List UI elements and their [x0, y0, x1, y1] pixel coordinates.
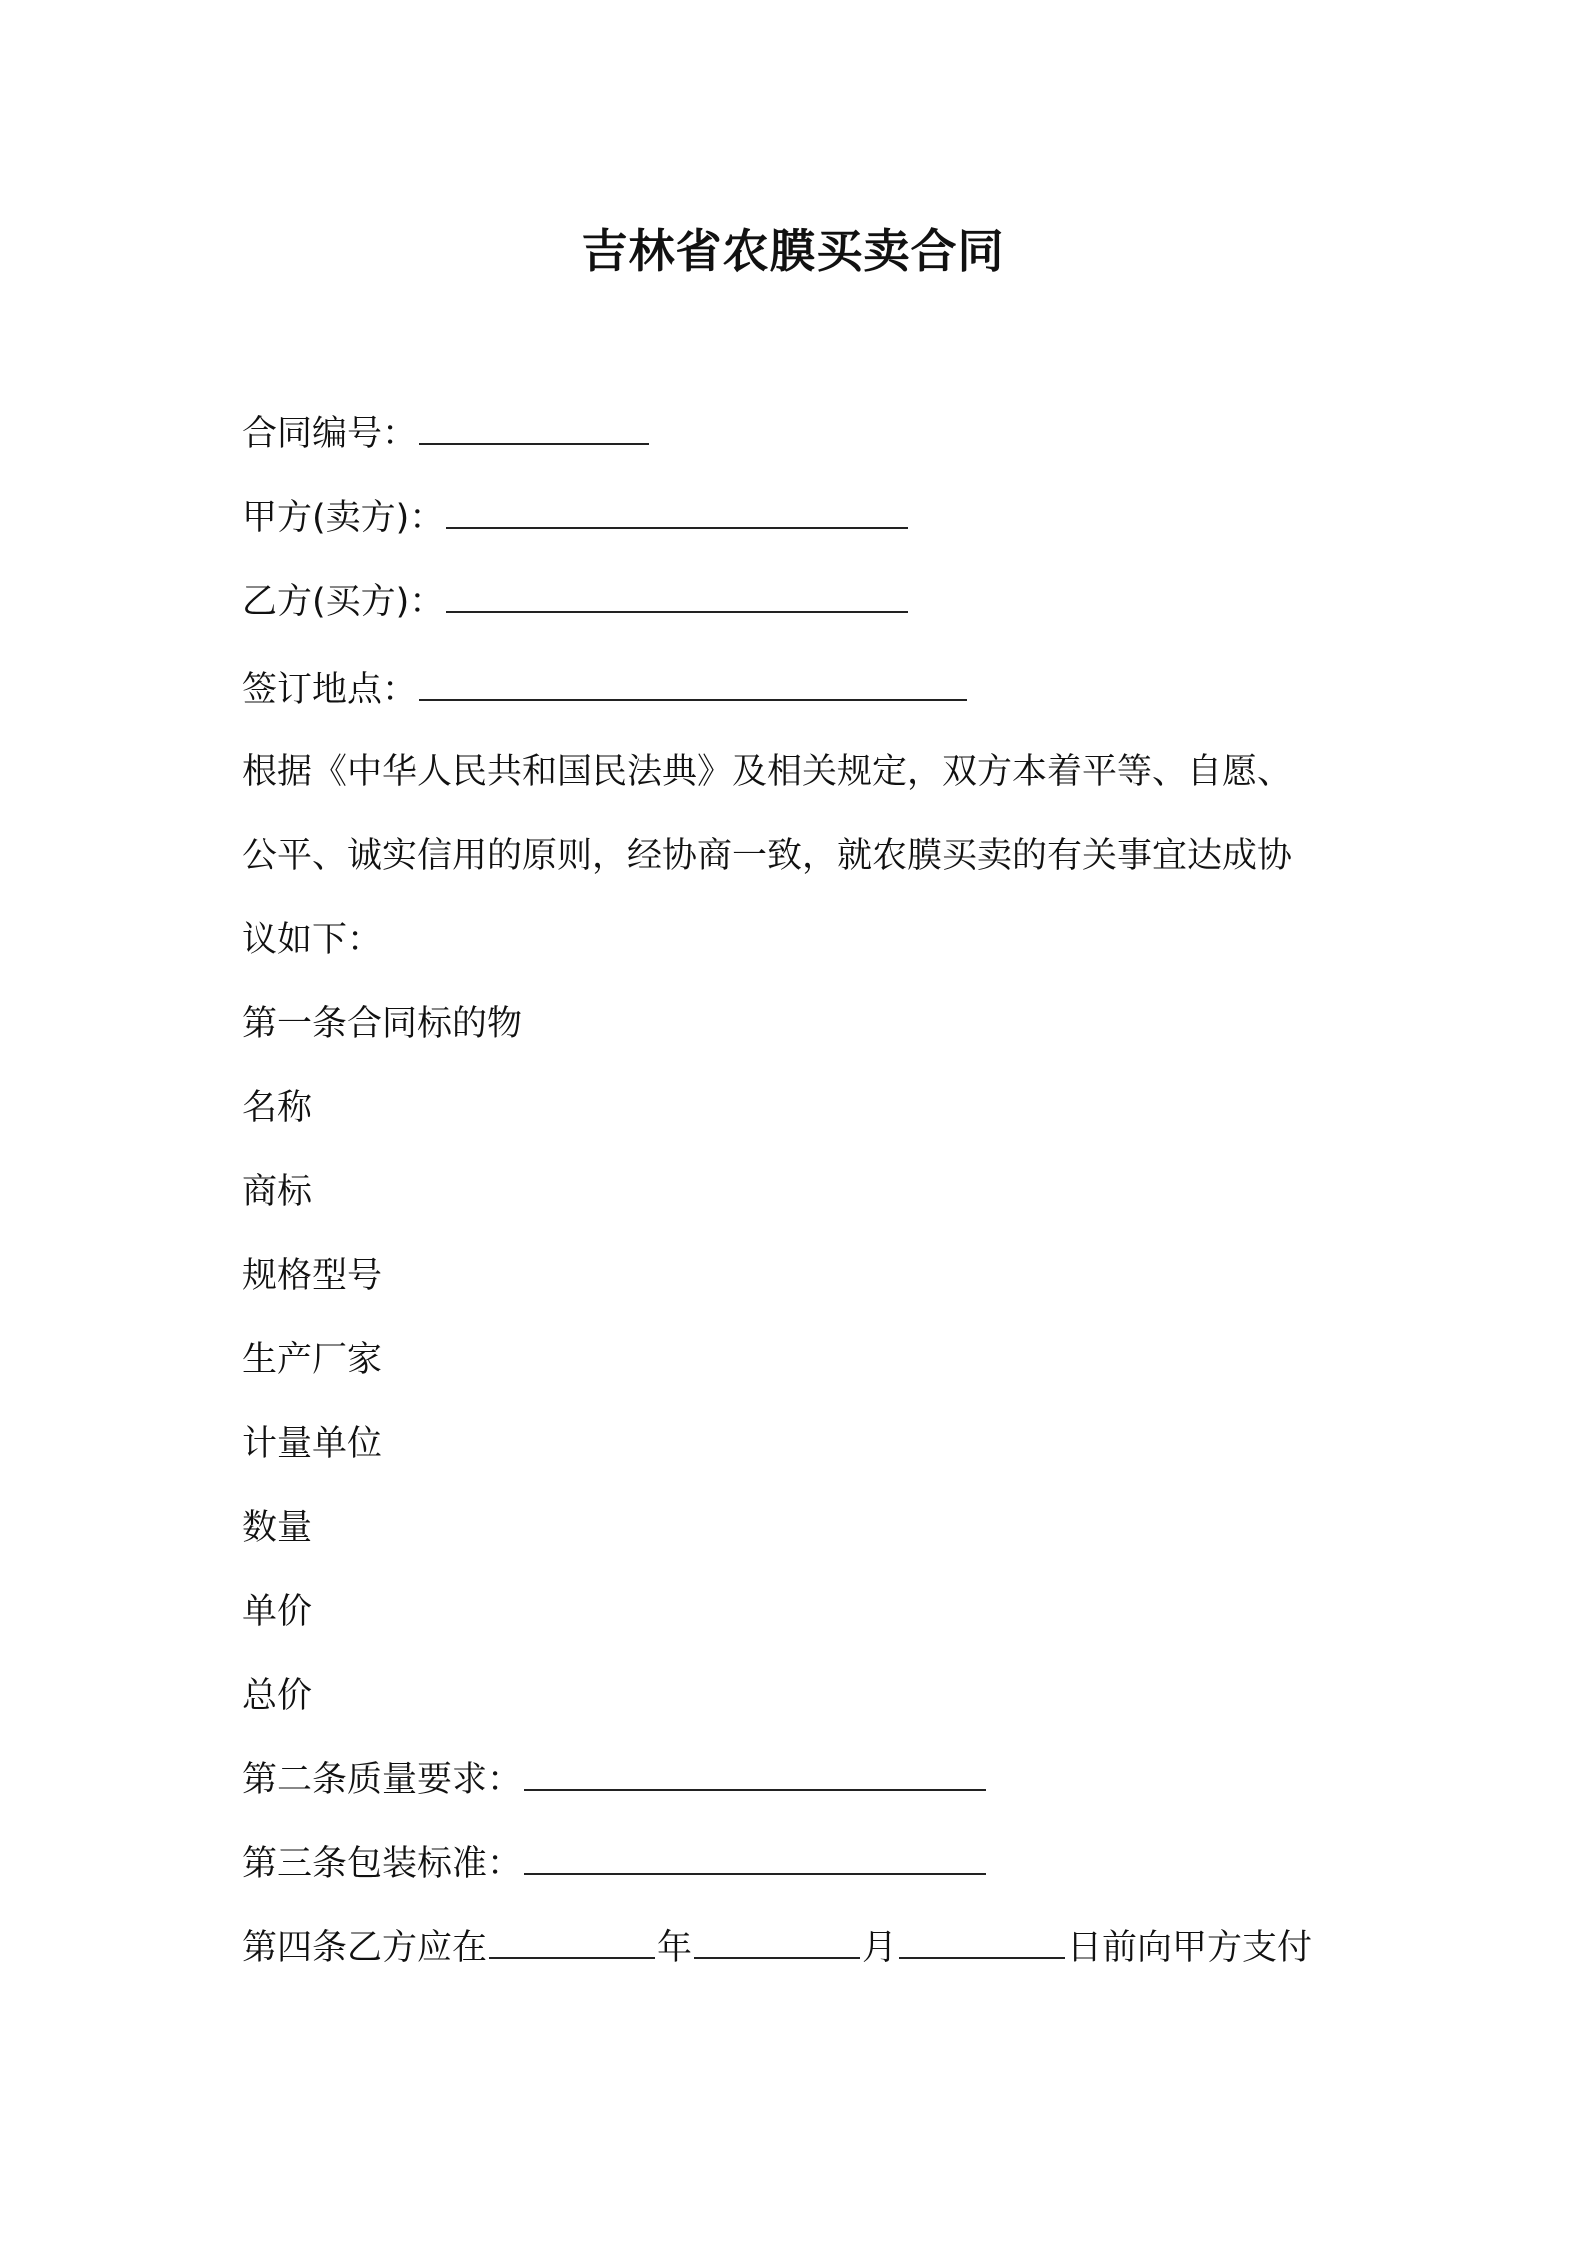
- party-b-line: [242, 580, 910, 624]
- sign-place-blank: [419, 695, 967, 701]
- article4-month-label: 月: [862, 1928, 898, 1968]
- article1-item-unit: 计量单位: [242, 1424, 383, 1464]
- document-title: 吉林省农膜买卖合同: [581, 224, 1005, 278]
- article1-item-manufacturer: 生产厂家: [242, 1340, 383, 1380]
- preamble-line-3: 议如下：: [242, 920, 383, 960]
- article1-item-spec: 规格型号: [242, 1256, 383, 1296]
- article3-blank: [524, 1869, 986, 1875]
- party-a-label: 甲方(卖方)：: [242, 498, 445, 538]
- preamble-line-2: 公平、诚实信用的原则，经协商一致，就农膜买卖的有关事宜达成协: [242, 836, 1293, 876]
- sign-place-label: 签订地点：: [242, 670, 418, 710]
- article1-heading: 第一条合同标的物: [242, 1004, 523, 1044]
- preamble-line-1: 根据《中华人民共和国民法典》及相关规定，双方本着平等、自愿、: [242, 752, 1293, 792]
- article4-prefix: 第四条乙方应在: [242, 1928, 488, 1968]
- party-a-line: [242, 496, 910, 540]
- article2-blank: [524, 1785, 986, 1791]
- party-a-blank: [446, 523, 908, 529]
- article4-day-blank: [899, 1953, 1065, 1959]
- article3-line: [242, 1842, 988, 1886]
- article3-label: 第三条包装标准：: [242, 1844, 523, 1884]
- article1-item-total-price: 总价: [242, 1676, 313, 1716]
- article4-year-label: 年: [657, 1928, 693, 1968]
- article2-line: [242, 1758, 988, 1802]
- article4-month-blank: [694, 1953, 860, 1959]
- article1-item-quantity: 数量: [242, 1508, 313, 1548]
- contract-number-label: 合同编号：: [242, 414, 418, 454]
- party-b-blank: [446, 607, 908, 613]
- article4-line: [242, 1926, 1312, 1970]
- party-b-label: 乙方(买方)：: [242, 582, 445, 622]
- article2-label: 第二条质量要求：: [242, 1760, 523, 1800]
- article4-year-blank: [489, 1953, 655, 1959]
- sign-place-line: [242, 668, 969, 712]
- article1-item-name: 名称: [242, 1088, 313, 1128]
- article1-item-trademark: 商标: [242, 1172, 313, 1212]
- article1-item-unit-price: 单价: [242, 1592, 313, 1632]
- contract-number-line: [242, 412, 651, 456]
- contract-number-blank: [419, 439, 649, 445]
- article4-suffix: 日前向甲方支付: [1067, 1928, 1313, 1968]
